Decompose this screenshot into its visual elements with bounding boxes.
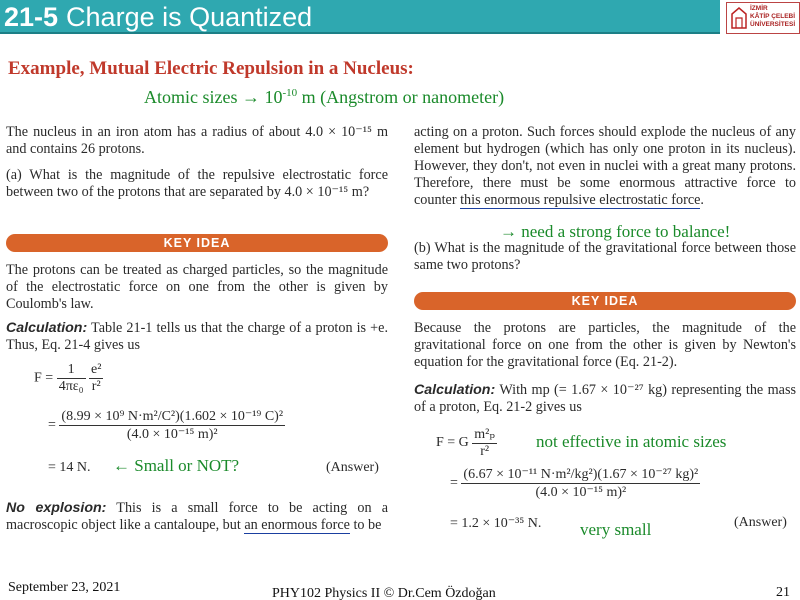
answer-label-right: (Answer) [734,515,787,530]
key-idea-text-right: Because the protons are particles, the magnitude of the gravitational force on one from the other is given by Newton's equation for the gravitational force (Eq. 21-2). [414,320,796,370]
right-paragraph-1 [414,124,796,209]
annotation-not-effective: not effective in atomic sizes [536,432,727,451]
right-calculation [414,382,796,416]
coulomb-equation [34,362,103,395]
substitution-fraction [59,408,285,443]
atomic-note-suffix: m (Angstrom or nanometer) [297,87,505,107]
logo-line-3: ÜNİVERSİTESİ [750,21,796,28]
logo-text [750,5,795,29]
annotation-small-or-not: ← Small or NOT? [113,456,240,475]
calc-text-right: With mp (= 1.67 × 10⁻²⁷ kg) representing the mass of a proton, Eq. 21-2 gives us [414,382,796,415]
equals-sign: = [48,417,56,433]
fraction-denominator: r² [480,444,490,459]
answer-label-left: (Answer) [326,460,379,475]
fraction-denominator: r² [91,379,101,394]
no-explosion-label: No explosion: [6,500,107,516]
fraction-denominator: (4.0 × 10⁻¹⁵ m)² [126,427,218,442]
calc-text-left: Table 21-1 tells us that the charge of a proton is +e. Thus, Eq. 21-4 gives us [6,320,388,353]
eq1-lhs-right: F = G [436,435,469,451]
calc-label-right: Calculation: [414,382,496,398]
footer-date: September 23, 2021 [8,580,121,595]
gravity-equation [436,426,497,460]
para1-text: acting on a proton. Such forces should explode the nucleus of any element but hydrogen (which has only one proton in its nucleus). However, they don't, not even in nuclei with a great many protons. Therefore, there must be some enormous attractive force to counter [414,124,796,208]
repulsive-force-underlined: this enormous repulsive electrostatic force [460,192,701,208]
no-explosion-text: This is a small force to be acting on a macroscopic object like a cantaloupe, but [6,500,388,533]
atomic-note-exponent: -10 [282,87,298,99]
gravity-result: = 1.2 × 10⁻³⁵ N. [450,516,542,531]
no-explosion-tail: to be [349,517,382,533]
question-b: (b) What is the magnitude of the gravitational force between those same two protons? [414,240,796,273]
fraction-numerator: e² [91,362,102,377]
fraction-numerator: (8.99 × 10⁹ N·m²/C²)(1.602 × 10⁻¹⁹ C)² [61,409,284,424]
calc-label-left: Calculation: [6,320,88,336]
section-number: 21-5 [4,2,59,32]
enormous-force-underlined: an enormous force [244,517,350,533]
left-calculation [6,320,388,354]
key-idea-banner-left: KEY IDEA [6,234,388,252]
logo-line-1: İZMİR [750,5,768,12]
university-logo [726,2,800,34]
footer-course: PHY102 Physics II © Dr.Cem Özdoğan [272,586,496,600]
coulomb-substitution [48,408,285,443]
key-idea-text-left: The protons can be treated as charged particles, so the magnitude of the electrostatic force on one from the other is given by Coulomb's law. [6,262,388,312]
fraction-denominator: (4.0 × 10⁻¹⁵ m)² [535,485,627,500]
gravity-fraction [472,426,497,460]
title-text: Charge is Quantized [66,2,313,32]
question-a: (a) What is the magnitude of the repulsive electrostatic force between two of the protons that are separated by 4.0 × 10⁻¹⁵ m? [6,167,388,200]
university-emblem-icon [730,6,748,30]
example-title: Example, Mutual Electric Repulsion in a Nucleus: [8,58,414,79]
annotation-very-small: very small [580,520,652,539]
footer-page-number: 21 [776,585,790,600]
right-key-idea-text [414,320,796,371]
gravity-substitution [450,466,700,501]
left-question-a [6,167,388,201]
fraction-numerator: 1 [57,362,86,379]
equals-sign-right: = [450,475,458,491]
key-idea-banner-right: KEY IDEA [414,292,796,310]
intro-paragraph: The nucleus in an iron atom has a radius of about 4.0 × 10⁻¹⁵ m and contains 26 protons. [6,124,388,157]
fraction-constant [57,362,86,395]
eq1-lhs: F = [34,370,54,386]
atomic-size-note [144,87,504,108]
gravity-substitution-fraction [461,466,700,501]
fraction-numerator: m²ₚ [474,427,495,442]
para1-period: . [700,192,704,208]
header-bar [0,0,800,36]
fraction-denominator: 4πε₀ [58,379,84,394]
left-no-explosion [6,500,388,534]
logo-line-2: KÂTİP ÇELEBİ [750,13,796,20]
right-question-b [414,240,796,274]
fraction-charge [89,362,103,395]
atomic-note-prefix: Atomic sizes → 10 [144,87,283,107]
slide-title [4,2,312,33]
coulomb-result: = 14 N. [48,460,91,475]
fraction-numerator: (6.67 × 10⁻¹¹ N·m²/kg²)(1.67 × 10⁻²⁷ kg)² [463,467,699,482]
left-key-idea-text [6,262,388,313]
annotation-need-force: → need a strong force to balance! [500,222,731,241]
left-intro [6,124,388,158]
